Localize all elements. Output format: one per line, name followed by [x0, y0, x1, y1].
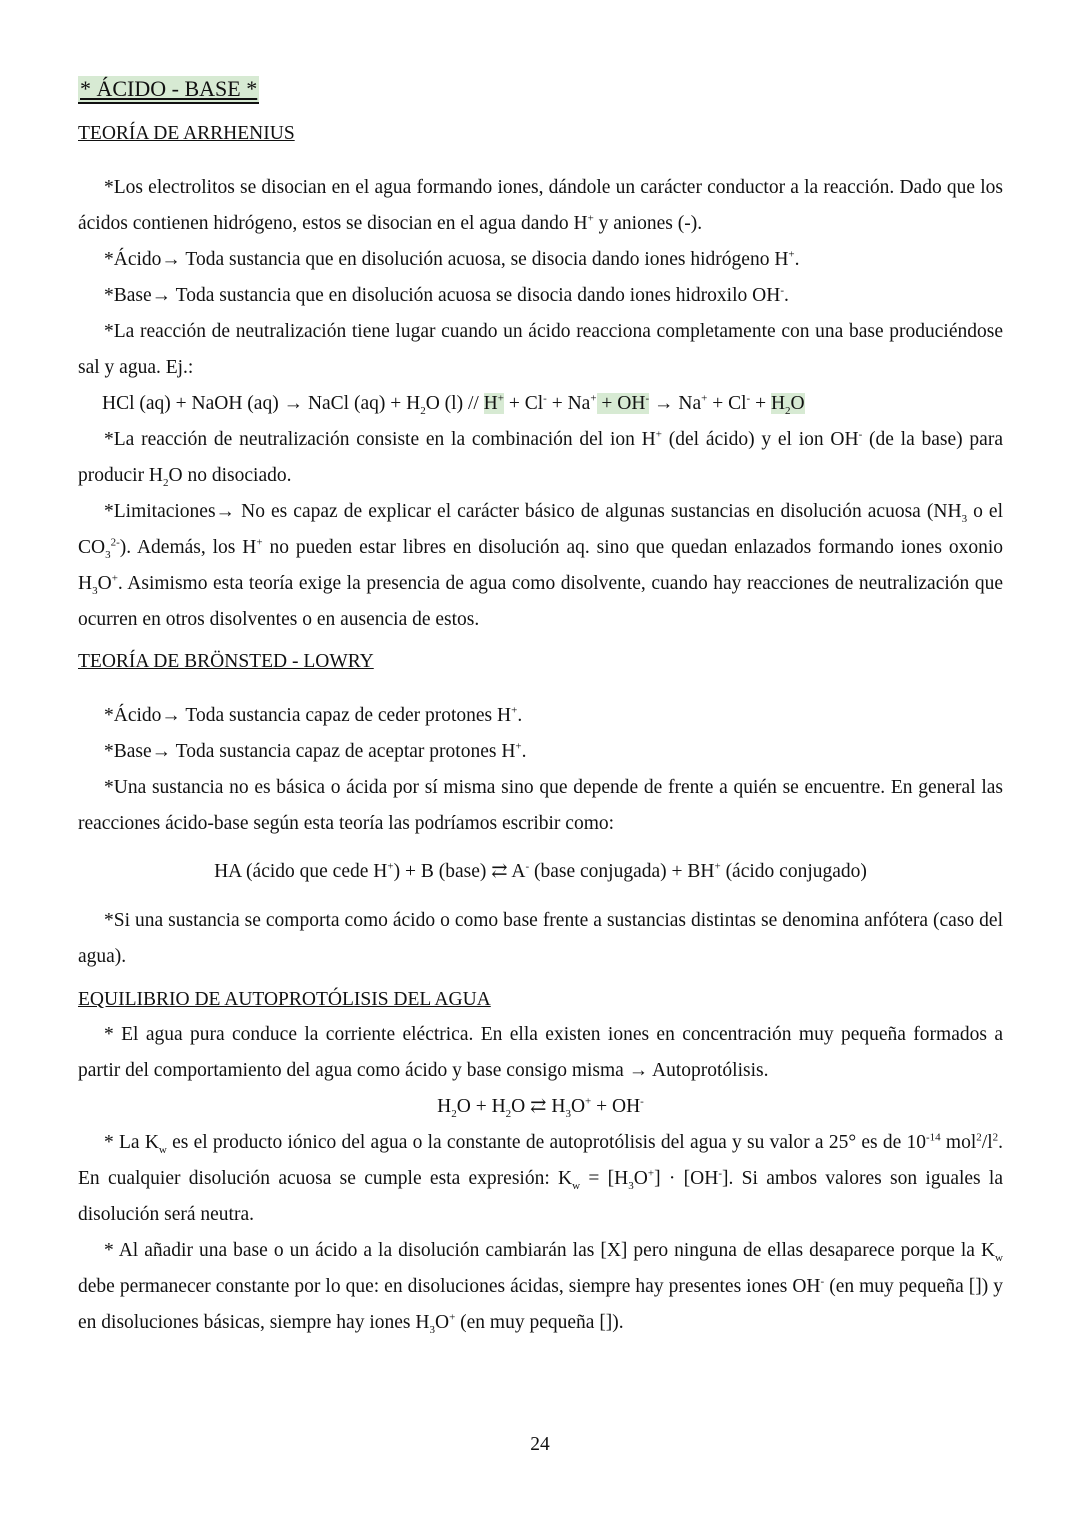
page-number: 24	[530, 1434, 550, 1455]
heading-autoprotolisis: EQUILIBRIO DE AUTOPROTÓLISIS DEL AGUA	[78, 989, 491, 1010]
highlight-h2o: $H_2O$	[770, 393, 805, 417]
paragraph-base-arrhenius: *Base→ Toda sustancia que en disolución acuosa se disocia dando iones hidroxilo OH-.	[104, 284, 789, 306]
paragraph-anfotera: *Si una sustancia se comporta como ácido o como base frente a sustancias distintas se denomina anfótera (caso del agua).	[78, 910, 1003, 967]
highlight-h-plus: H+	[483, 392, 504, 414]
heading-bronsted-lowry: TEORÍA DE BRÖNSTED - LOWRY	[78, 651, 374, 672]
document-title: * ÁCIDO - BASE *	[78, 76, 259, 104]
document-page	[78, 76, 1003, 1341]
equation-hcl-naoh: HCl (aq) + NaOH (aq) → NaCl $(aq) + H_2O$ $(l) // H^+ + Cl^- + Na^+ + OH^- \to Na^+ + Cl^- + H_2O$	[102, 392, 805, 417]
paragraph-base-bronsted: *Base→ Toda sustancia capaz de aceptar protones H+.	[104, 740, 527, 762]
equation-acido-base-conjugada: HA (ácido que cede H+) + B (base) ⇄ A- (base conjugada) + BH+ (ácido conjugado)	[214, 860, 867, 882]
paragraph-anadir-base: * Al añadir una base o un ácido a la disolución cambiarán las [X] pero ninguna de ellas desaparece porque la $K_w$ debe permanecer constante por lo que: en disoluciones ácidas, siempre hay presentes iones OH- (en muy pequeña []) y en disoluciones básicas, siempre hay iones $H_3O^+$ (en muy pequeña []).	[78, 1240, 1004, 1336]
highlight-oh-minus: + OH-	[596, 392, 650, 414]
paragraph-kw: * La $K_w$ es el producto iónico del agua o la constante de autoprotólisis del agua y su valor a 25° es de $10^{-14}$ $mol^2/l^2$. En cualquier disolución acuosa se cumple esta expresión: $K_w = [H_3O^+] \cdot [OH^-]$. Si ambos valores son iguales la disolución será neutra.	[78, 1131, 1003, 1225]
paragraph-neutralizacion-2: *La reacción de neutralización consiste en la combinación del ion H+ (del ácido) y el ion OH- (de la base) para producir $H_2O$ no disociado.	[78, 428, 1003, 489]
paragraph-neutralizacion: *La reacción de neutralización tiene lugar cuando un ácido reacciona completamente con una base produciéndose sal y agua. Ej.:	[78, 321, 1003, 378]
paragraph-sustancia: *Una sustancia no es básica o ácida por sí misma sino que depende de frente a quién se encuentre. En general las reacciones ácido-base según esta teoría las podríamos escribir como:	[78, 777, 1003, 834]
paragraph-limitaciones: *Limitaciones→ No es capaz de explicar el carácter básico de algunas sustancias en disolución acuosa ($NH_3$ o el $CO_3^{2-}$). Además, los H+ no pueden estar libres en disolución aq. sino que quedan enlazados formando iones oxonio $H_3O^+$. Asimismo esta teoría exige la presencia de agua como disolvente, cuando hay reacciones de neutralización que ocurren en otros disolventes o en ausencia de estos.	[78, 501, 1004, 630]
equation-autoprotolisis: $H_2O + H_2O$ ⇄ $H_3O^+ + OH^-$	[437, 1095, 644, 1120]
heading-arrhenius: TEORÍA DE ARRHENIUS	[78, 123, 295, 144]
paragraph-acido-arrhenius: *Ácido→ Toda sustancia que en disolución acuosa, se disocia dando iones hidrógeno H+.	[104, 248, 800, 270]
paragraph-acido-bronsted: *Ácido→ Toda sustancia capaz de ceder protones H+.	[104, 704, 523, 726]
paragraph-electrolitos: *Los electrolitos se disocian en el agua formando iones, dándole un carácter conductor a la reacción. Dado que los ácidos contienen hidrógeno, estos se disocian en el agua dando H+ y aniones (-).	[78, 177, 1003, 234]
paragraph-agua-pura: * El agua pura conduce la corriente eléctrica. En ella existen iones en concentración muy pequeña formados a partir del comportamiento del agua como ácido y base consigo misma → Autoprotólisis.	[78, 1024, 1003, 1081]
